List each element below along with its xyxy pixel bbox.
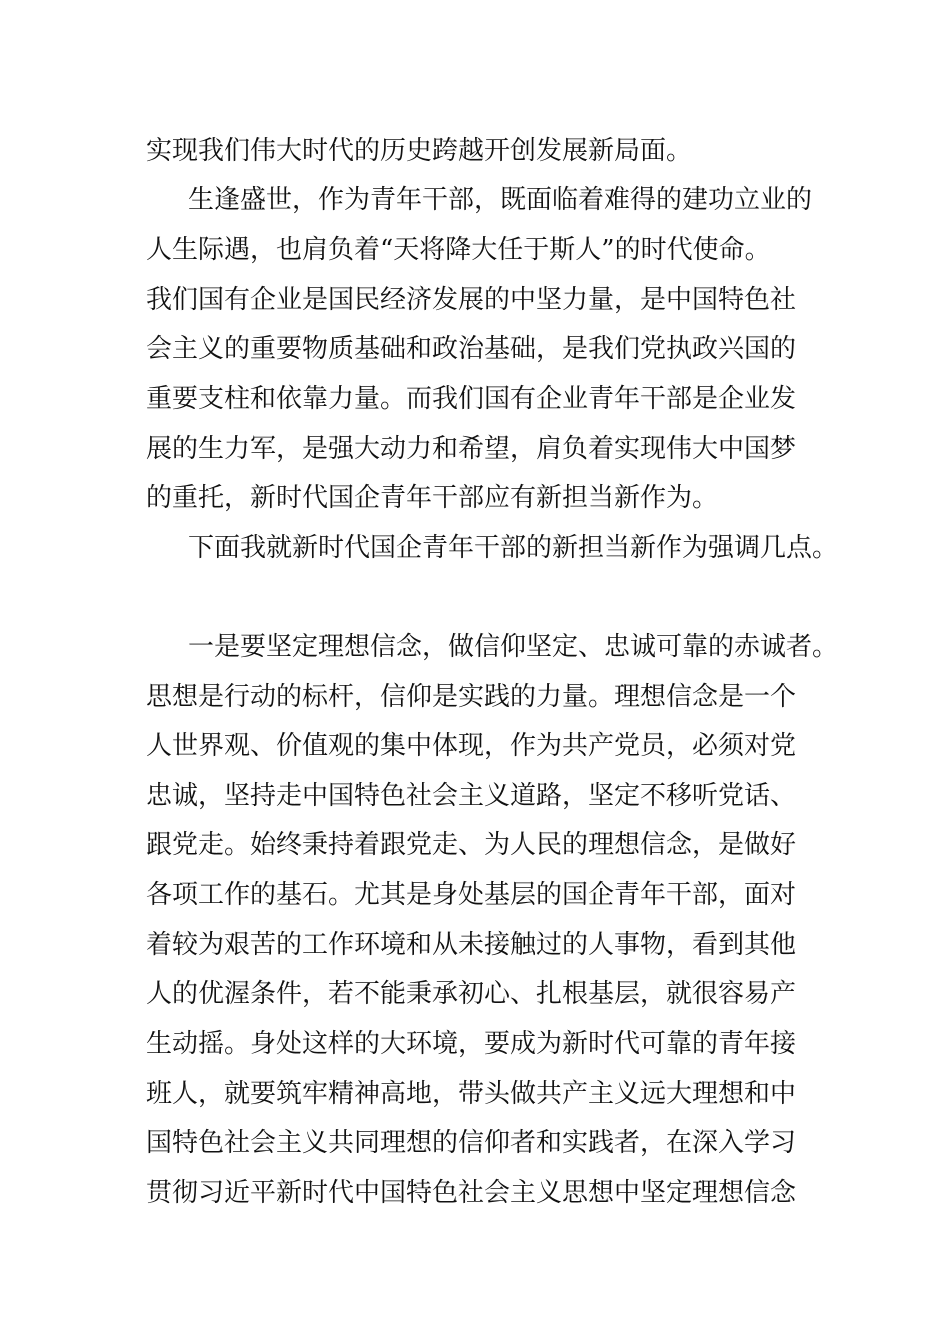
text-line-3: 人生际遇，也肩负着“天将降大任于斯人”的时代使命。 xyxy=(146,235,771,265)
text-line-14: 跟党走。始终秉持着跟党走、为人民的理想信念，是做好 xyxy=(146,830,797,860)
text-line-20: 国特色社会主义共同理想的信仰者和实践者，在深入学习 xyxy=(146,1128,797,1158)
text-line-16: 着较为艰苦的工作环境和从未接触过的人事物，看到其他 xyxy=(146,930,797,960)
text-line-6: 重要支柱和依靠力量。而我们国有企业青年干部是企业发 xyxy=(146,384,797,414)
text-line-12: 人世界观、价值观的集中体现，作为共产党员，必须对党 xyxy=(146,731,797,761)
section-heading-one: 一是要坚定理想信念，做信仰坚定、忠诚可靠的赤诚者。 xyxy=(188,632,839,662)
text-line-8: 的重托，新时代国企青年干部应有新担当新作为。 xyxy=(146,483,719,513)
text-line-11: 思想是行动的标杆，信仰是实践的力量。理想信念是一个 xyxy=(146,682,797,712)
text-line-2-indent: 生逢盛世，作为青年干部，既面临着难得的建功立业的 xyxy=(188,185,813,215)
text-line-13: 忠诚，坚持走中国特色社会主义道路，坚定不移听党话、 xyxy=(146,781,797,811)
text-line-19: 班人，就要筑牢精神高地，带头做共产主义远大理想和中 xyxy=(146,1079,797,1109)
text-line-9-indent: 下面我就新时代国企青年干部的新担当新作为强调几点。 xyxy=(188,533,839,563)
text-line-7: 展的生力军，是强大动力和希望，肩负着实现伟大中国梦 xyxy=(146,434,797,464)
text-line-5: 会主义的重要物质基础和政治基础，是我们党执政兴国的 xyxy=(146,334,797,364)
text-line-4: 我们国有企业是国民经济发展的中坚力量，是中国特色社 xyxy=(146,285,797,315)
text-line-18: 生动摇。身处这样的大环境，要成为新时代可靠的青年接 xyxy=(146,1029,797,1059)
text-line-17: 人的优渥条件，若不能秉承初心、扎根基层，就很容易产 xyxy=(146,979,797,1009)
text-line-1: 实现我们伟大时代的历史跨越开创发展新局面。 xyxy=(146,136,693,166)
text-line-15: 各项工作的基石。尤其是身处基层的国企青年干部，面对 xyxy=(146,880,797,910)
text-line-21: 贯彻习近平新时代中国特色社会主义思想中坚定理想信念 xyxy=(146,1178,797,1208)
